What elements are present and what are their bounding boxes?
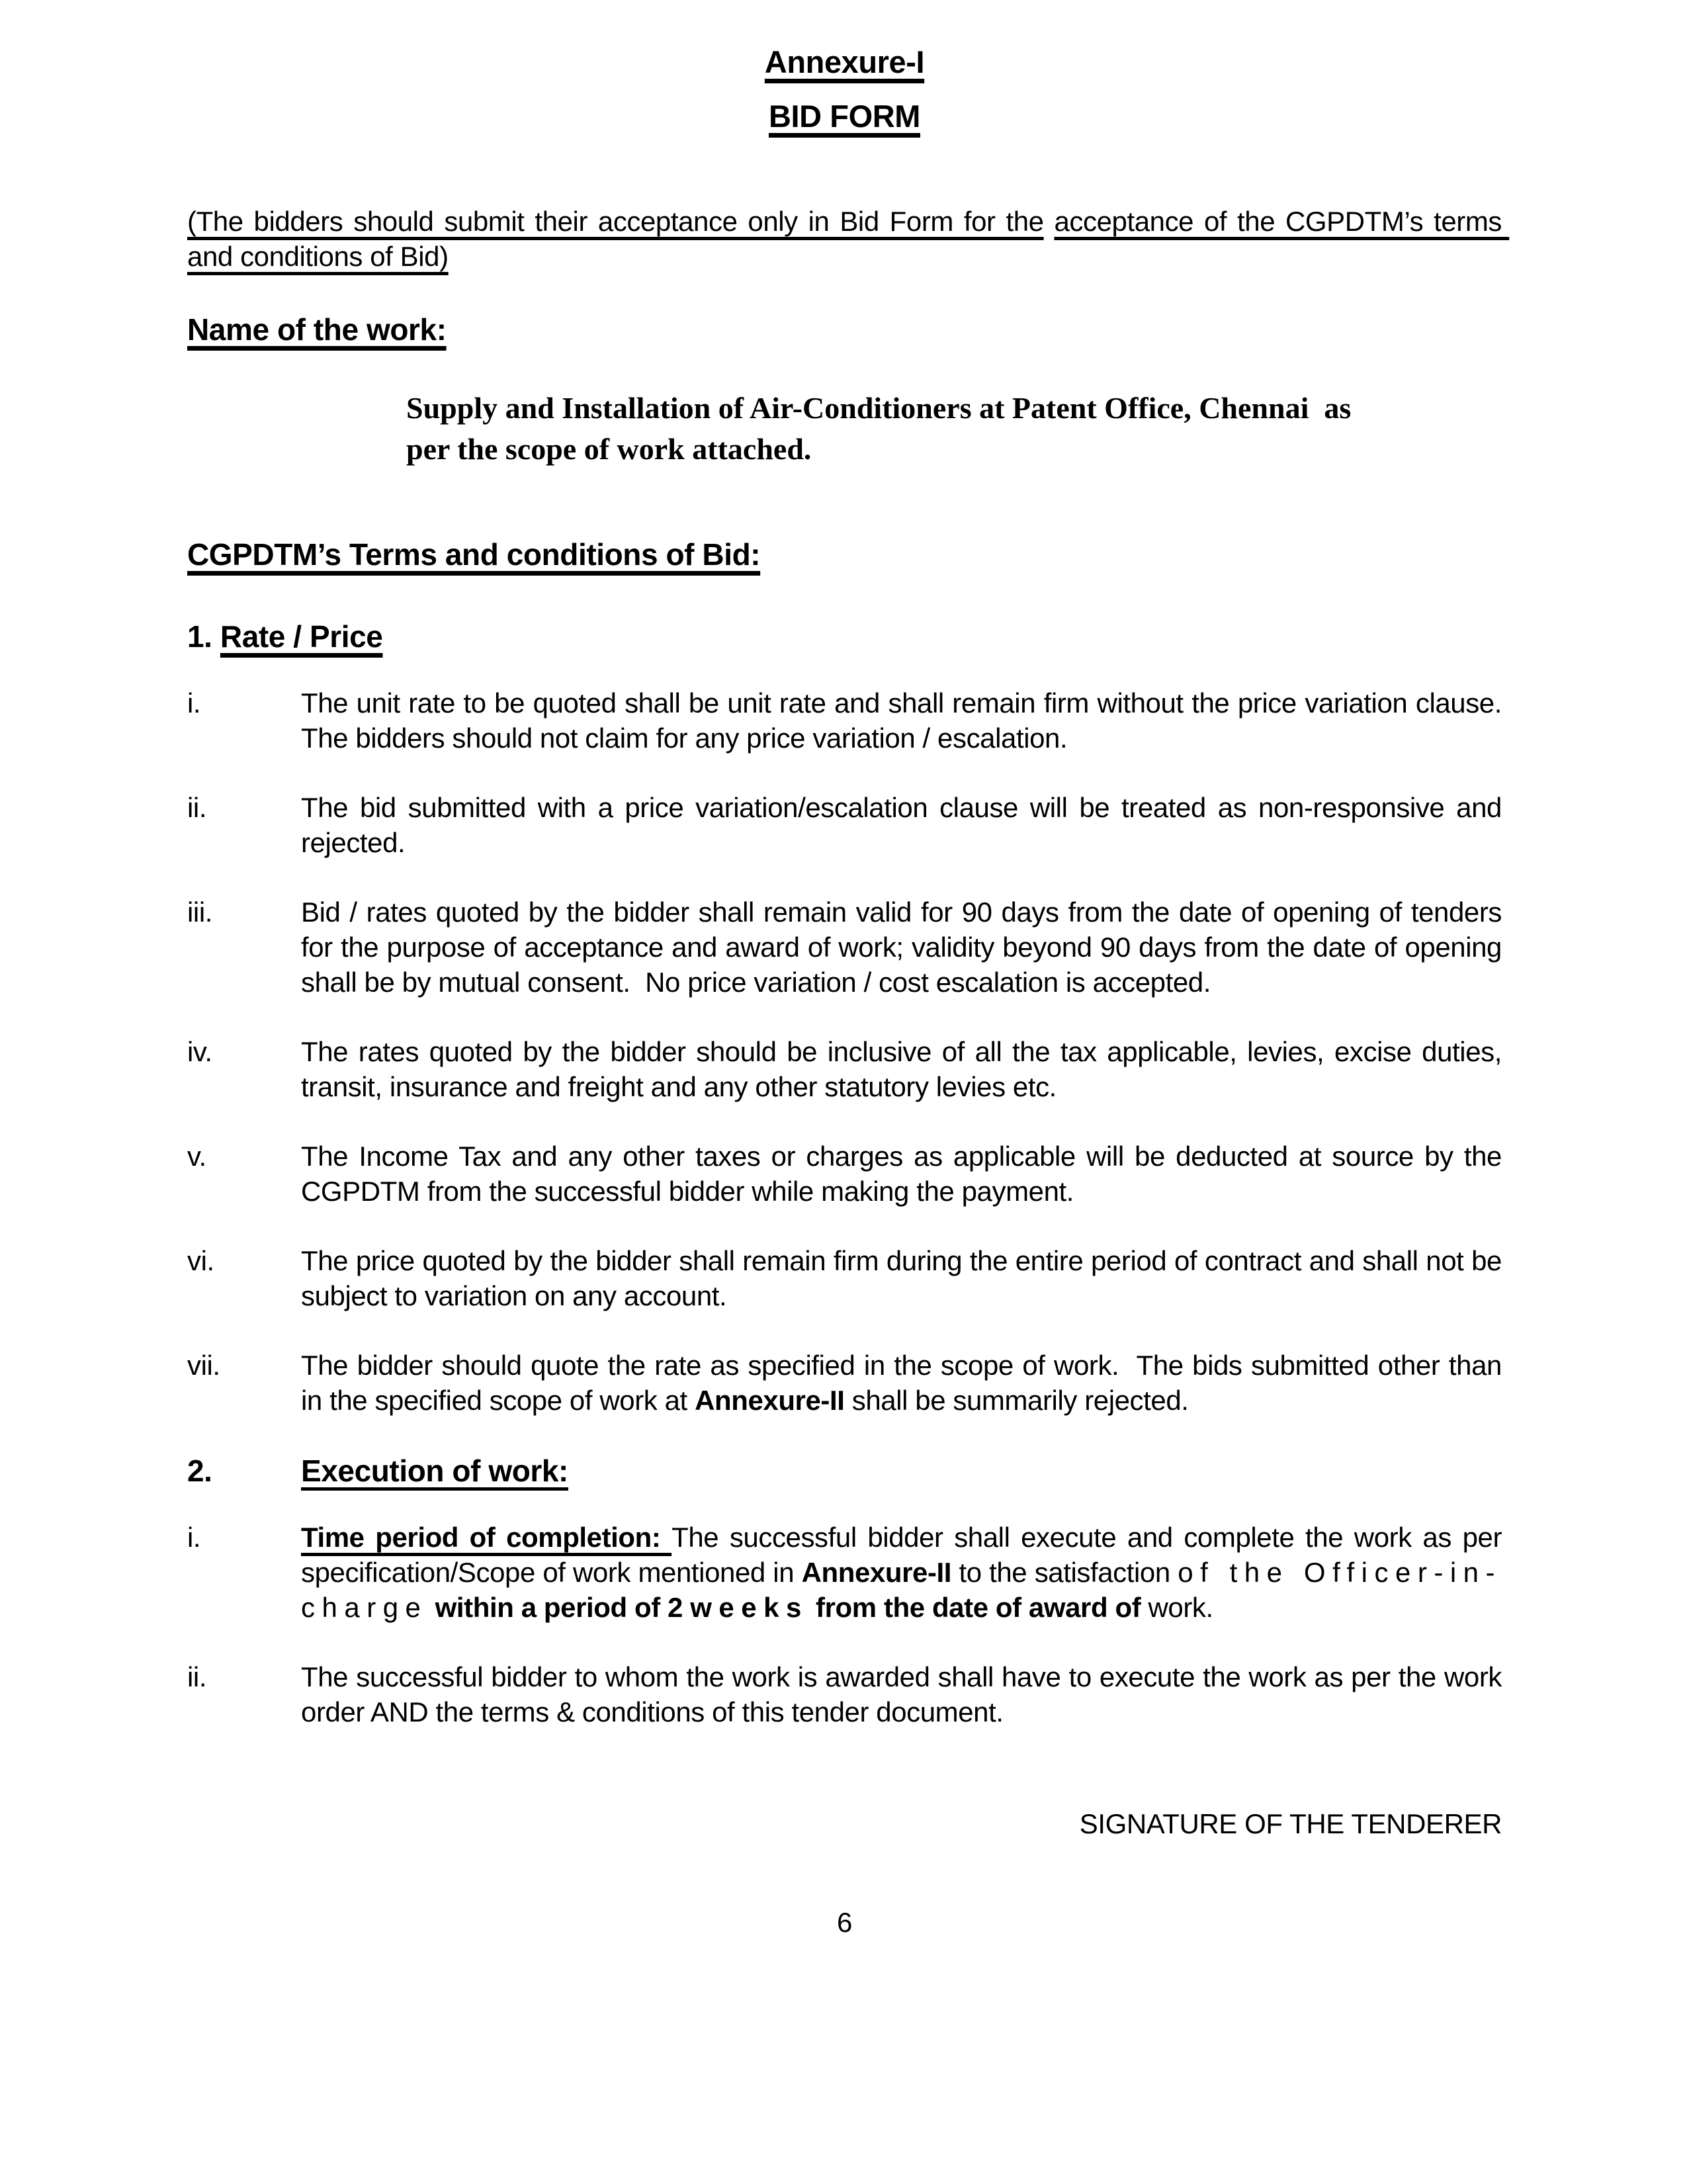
name-of-work-heading-text: Name of the work: [187,312,447,347]
annexure-title [187,44,1502,81]
list-item-1-vi [187,1243,1510,1313]
list-item-1-v [187,1139,1510,1209]
terms-heading [187,536,1502,573]
item-body: Bid / rates quoted by the bidder shall remain valid for 90 days from the date of opening of tenders for the purpose of acceptance and award of work; validity beyond 90 days from the date of opening shall be by mutual consent. No price variation / cost escalation is accepted. [301,896,1510,998]
item-marker: i. [187,1522,201,1553]
name-of-work-heading [187,311,1502,348]
item-marker: vii. [187,1350,220,1381]
item-marker: v. [187,1141,206,1172]
bid-form-title [187,98,1502,135]
item-body: Time period of completion: The successful bidder shall execute and complete the work as per specification/Scope of work mentioned in Annexure-II to the satisfaction of the Officer-in-charge within a period of 2 weeks from the date of award of work. [301,1522,1510,1623]
list-item-1-iv [187,1034,1510,1104]
list-item-2-i [187,1520,1510,1625]
item-marker: vi. [187,1245,214,1276]
item-marker: i. [187,687,201,719]
list-item-1-i [187,685,1509,756]
item-body: The bidder should quote the rate as specified in the scope of work. The bids submitted other than in the specified scope of work at Annexure-II shall be summarily rejected. [301,1350,1510,1416]
item-body: The Income Tax and any other taxes or charges as applicable will be deducted at source by the CGPDTM from the successful bidder while making the payment. [301,1141,1510,1207]
item-body: The rates quoted by the bidder should be inclusive of all the tax applicable, levies, excise duties, transit, insurance and freight and any other statutory levies etc. [301,1036,1510,1102]
annexure-title-text: Annexure-I [764,44,925,79]
item-body: The unit rate to be quoted shall be unit rate and shall remain firm without the price variation clause. The bidders should not claim for any price variation / escalation. [301,687,1509,754]
section-2-title: Execution of work: [301,1454,568,1488]
item-marker: ii. [187,792,207,823]
item-body: The bid submitted with a price variation/escalation clause will be treated as non-responsive and rejected. [301,792,1510,858]
section-1-number: 1. [187,619,212,654]
section-2-title-wrap [301,1452,1502,1489]
bid-form-title-text: BID FORM [768,99,920,134]
item-body: The successful bidder to whom the work is awarded shall have to execute the work as per the work order AND the terms & conditions of this tender document. [301,1661,1510,1727]
work-name: Supply and Installation of Air-Conditioners at Patent Office, Chennai as per the scope of work attached. [406,391,1352,466]
list-item-1-vii [187,1348,1510,1418]
item-marker: ii. [187,1661,207,1692]
item-marker: iii. [187,896,212,928]
item-body: The price quoted by the bidder shall remain firm during the entire period of contract and shall not be subject to variation on any account. [301,1245,1510,1311]
section-1-title: Rate / Price [220,619,383,654]
section-2-number: 2. [187,1454,212,1488]
intro-note: (The bidders should submit their acceptance only in Bid Form for the acceptance of the CGPDTM’s terms and conditions of Bid) [187,206,1510,272]
section-2-heading [187,1452,1502,1489]
list-item-1-ii [187,790,1510,860]
page-number: 6 [837,1907,852,1938]
list-item-1-iii [187,895,1510,1000]
terms-heading-text: CGPDTM’s Terms and conditions of Bid: [187,537,761,572]
section-1-heading [187,618,1502,655]
item-marker: iv. [187,1036,212,1067]
signature-line: SIGNATURE OF THE TENDERER [1079,1808,1502,1839]
list-item-2-ii [187,1659,1510,1729]
